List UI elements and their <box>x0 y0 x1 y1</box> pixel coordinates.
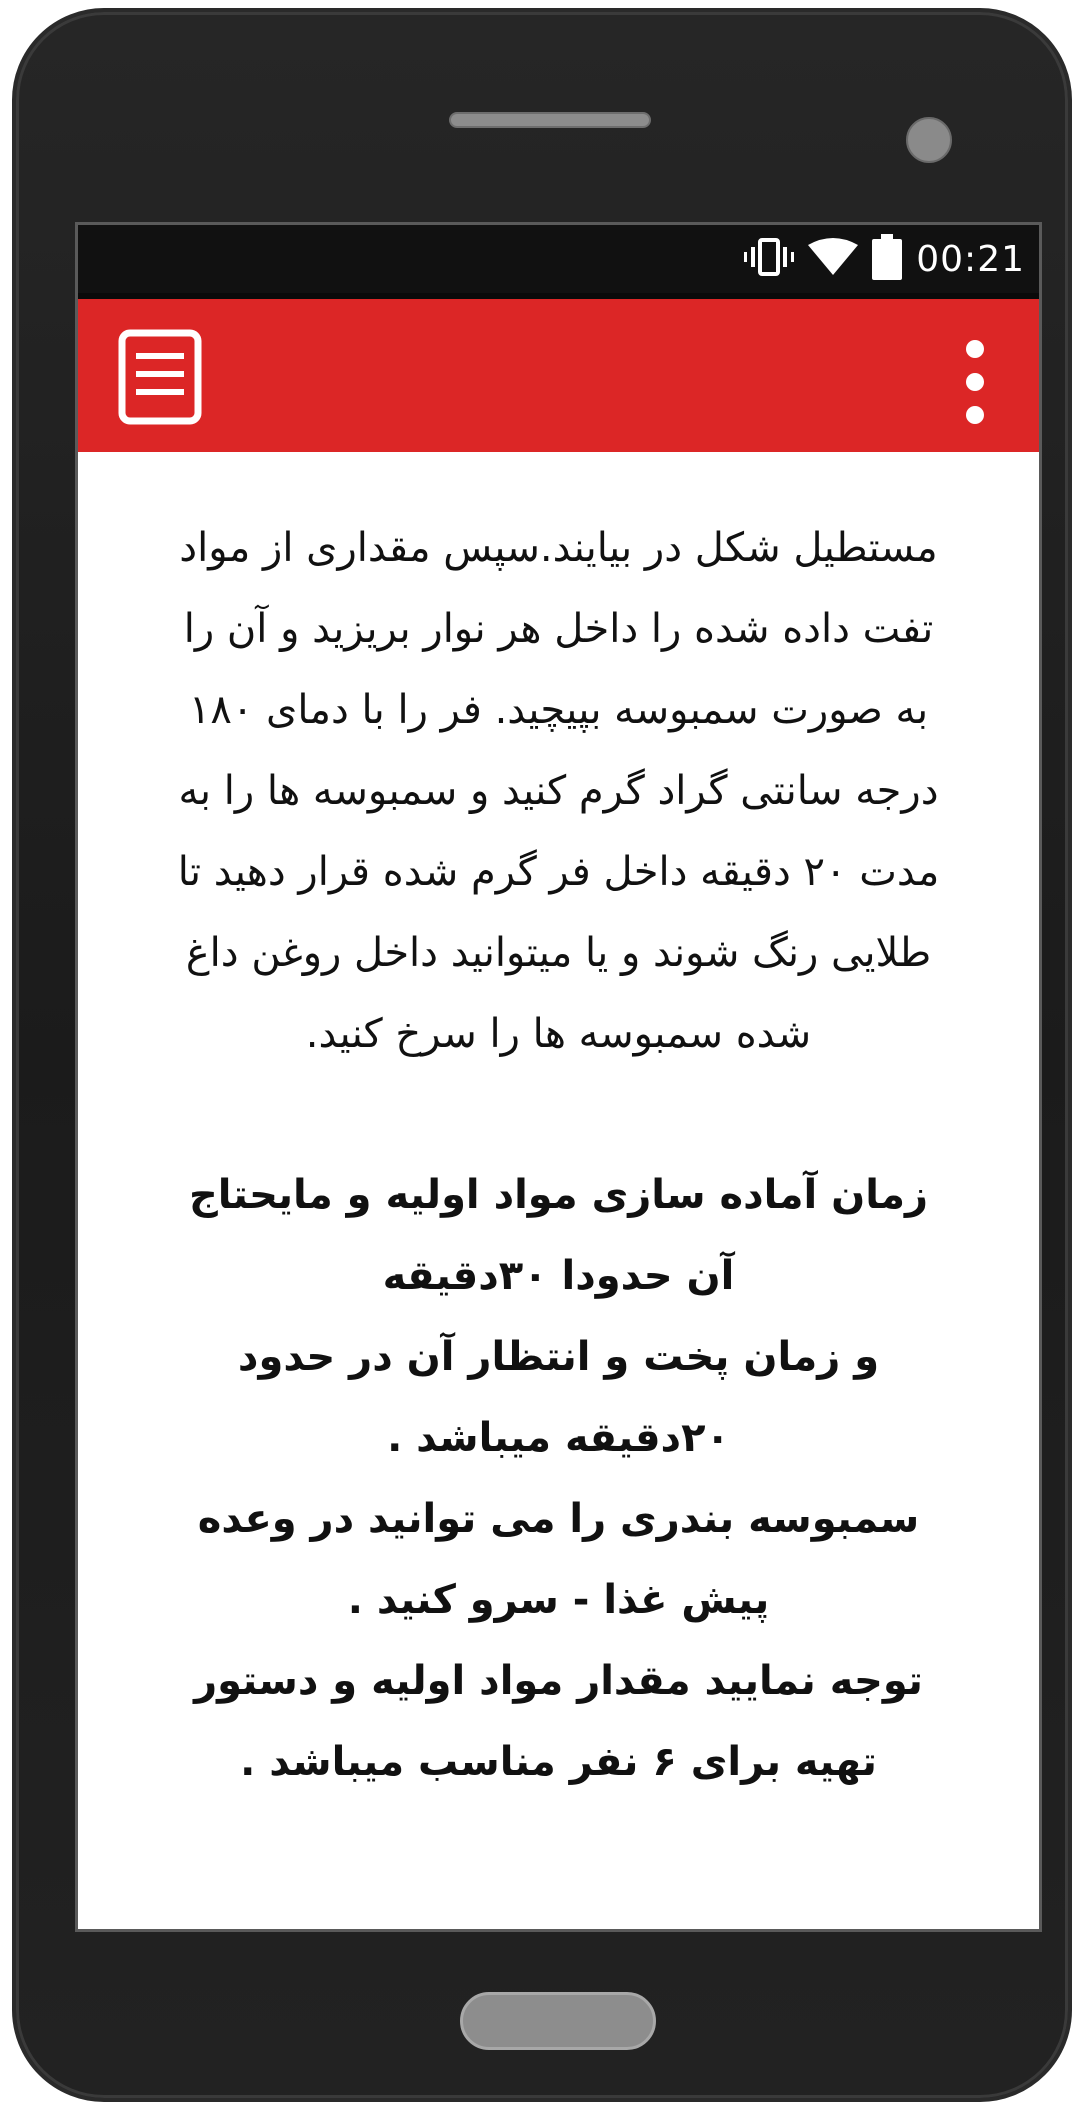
recipe-paragraph: مستطیل شکل در بیایند.سپس مقداری از مواد تفت داده شده را داخل هر نوار بریزید و آن را به صورت سمبوسه بپیچید. فر را با دمای ۱۸۰ درجه سانتی گراد گرم کنید و سمبوسه ها را به مدت ۲۰ دقیقه داخل فر گرم شده قرار دهید تا طلایی رنگ شوند و یا میتوانید داخل روغن داغ شده سمبوسه ها را سرخ کنید. <box>177 525 940 1057</box>
document-button[interactable] <box>118 329 202 425</box>
article-content <box>78 452 1039 1932</box>
status-bar <box>78 225 1039 293</box>
document-icon <box>118 329 202 425</box>
phone-frame <box>12 8 1072 2102</box>
home-button[interactable] <box>460 1992 656 2050</box>
wifi-icon <box>808 237 858 282</box>
vibrate-icon <box>744 237 794 282</box>
app-bar <box>78 293 1039 452</box>
phone-camera <box>906 117 952 163</box>
paragraph-spacer <box>168 1075 949 1155</box>
cook-time-line: و زمان پخت و انتظار آن در حدود ۲۰دقیقه میباشد . <box>237 1334 880 1461</box>
phone-screen <box>75 222 1042 1932</box>
battery-icon <box>872 234 902 285</box>
serving-line: سمبوسه بندری را می توانید در وعده پیش غذا - سرو کنید . <box>197 1496 920 1623</box>
portion-note-line: توجه نمایید مقدار مواد اولیه و دستور تهیه برای ۶ نفر مناسب میباشد . <box>194 1658 923 1785</box>
status-icons <box>744 231 1025 287</box>
prep-time-line: زمان آماده سازی مواد اولیه و مایحتاج آن حدودا ۳۰دقیقه <box>188 1172 929 1299</box>
status-time: 00:21 <box>916 238 1025 280</box>
more-vert-icon <box>955 337 995 427</box>
overflow-menu-button[interactable] <box>955 337 995 427</box>
phone-speaker <box>449 112 651 128</box>
